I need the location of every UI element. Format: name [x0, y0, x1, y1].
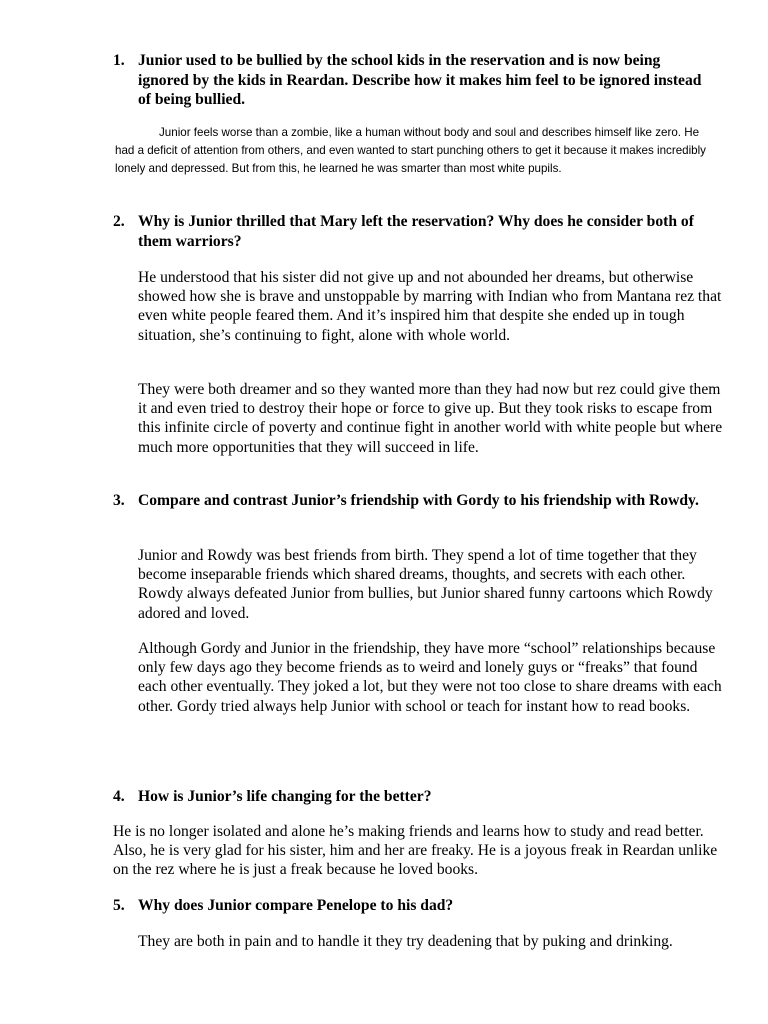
question-number: 3. [113, 492, 125, 509]
answer-3-paragraph-2: Although Gordy and Junior in the friendship, they have more “school” relationships because only few days ago they become friends as to weird and lonely guys or “freaks” that found each other eventually. They joked a lot, but they were not too close to share dreams with each other. Gordy tried always help Junior with school or teach for instant how to read books. [138, 640, 722, 715]
answer-5-paragraph-1: They are both in pain and to handle it they try deadening that by puking and drinking. [138, 933, 673, 950]
question-number: 4. [113, 788, 125, 805]
question-number: 5. [113, 897, 125, 914]
question-2 [113, 212, 713, 251]
question-text: Why does Junior compare Penelope to his dad? [138, 897, 454, 914]
question-text: Why is Junior thrilled that Mary left the reservation? Why does he consider both of them warriors? [138, 213, 694, 250]
question-number: 2. [113, 213, 125, 230]
question-text: How is Junior’s life changing for the better? [138, 788, 432, 805]
answer-2-paragraph-1: He understood that his sister did not give up and not abounded her dreams, but otherwise showed how she is brave and unstoppable by marring with Indian who from Mantana rez that even white people feared them. And it’s inspired him that despite she ended up in tough situation, she’s continuing to fight, alone with whole world. [138, 269, 722, 344]
question-4 [113, 787, 713, 807]
question-number: 1. [113, 52, 125, 69]
answer-1-paragraph-1: Junior feels worse than a zombie, like a human without body and soul and describes himself like zero. He had a deficit of attention from others, and even wanted to start punching others to get it because it makes incredibly lonely and depressed. But from this, he learned he was smarter than most white pupils. [115, 126, 706, 175]
answer-4-paragraph-1: He is no longer isolated and alone he’s making friends and learns how to study and read better. Also, he is very glad for his sister, him and her are freaky. He is a joyous freak in Reardan unlike on the rez where he is just a freak because he loved books. [113, 823, 718, 879]
answer-2-paragraph-2: They were both dreamer and so they wanted more than they had now but rez could give them it and even tried to destroy their hope or force to give up. But they took risks to escape from this infinite circle of poverty and continue fight in another world with white people but where much more opportunities that they will succeed in life. [138, 381, 723, 456]
answer-3-paragraph-1: Junior and Rowdy was best friends from birth. They spend a lot of time together that they become inseparable friends which shared dreams, thoughts, and secrets with each other. Rowdy always defeated Junior from bullies, but Junior shared funny cartoons which Rowdy adored and loved. [138, 547, 713, 622]
question-text: Compare and contrast Junior’s friendship with Gordy to his friendship with Rowdy. [138, 492, 699, 509]
question-1 [113, 51, 713, 110]
question-text: Junior used to be bullied by the school kids in the reservation and is now being ignored by the kids in Reardan. Describe how it makes him feel to be ignored instead of being bullied. [138, 52, 702, 108]
question-5 [113, 896, 713, 916]
question-3 [113, 491, 713, 511]
